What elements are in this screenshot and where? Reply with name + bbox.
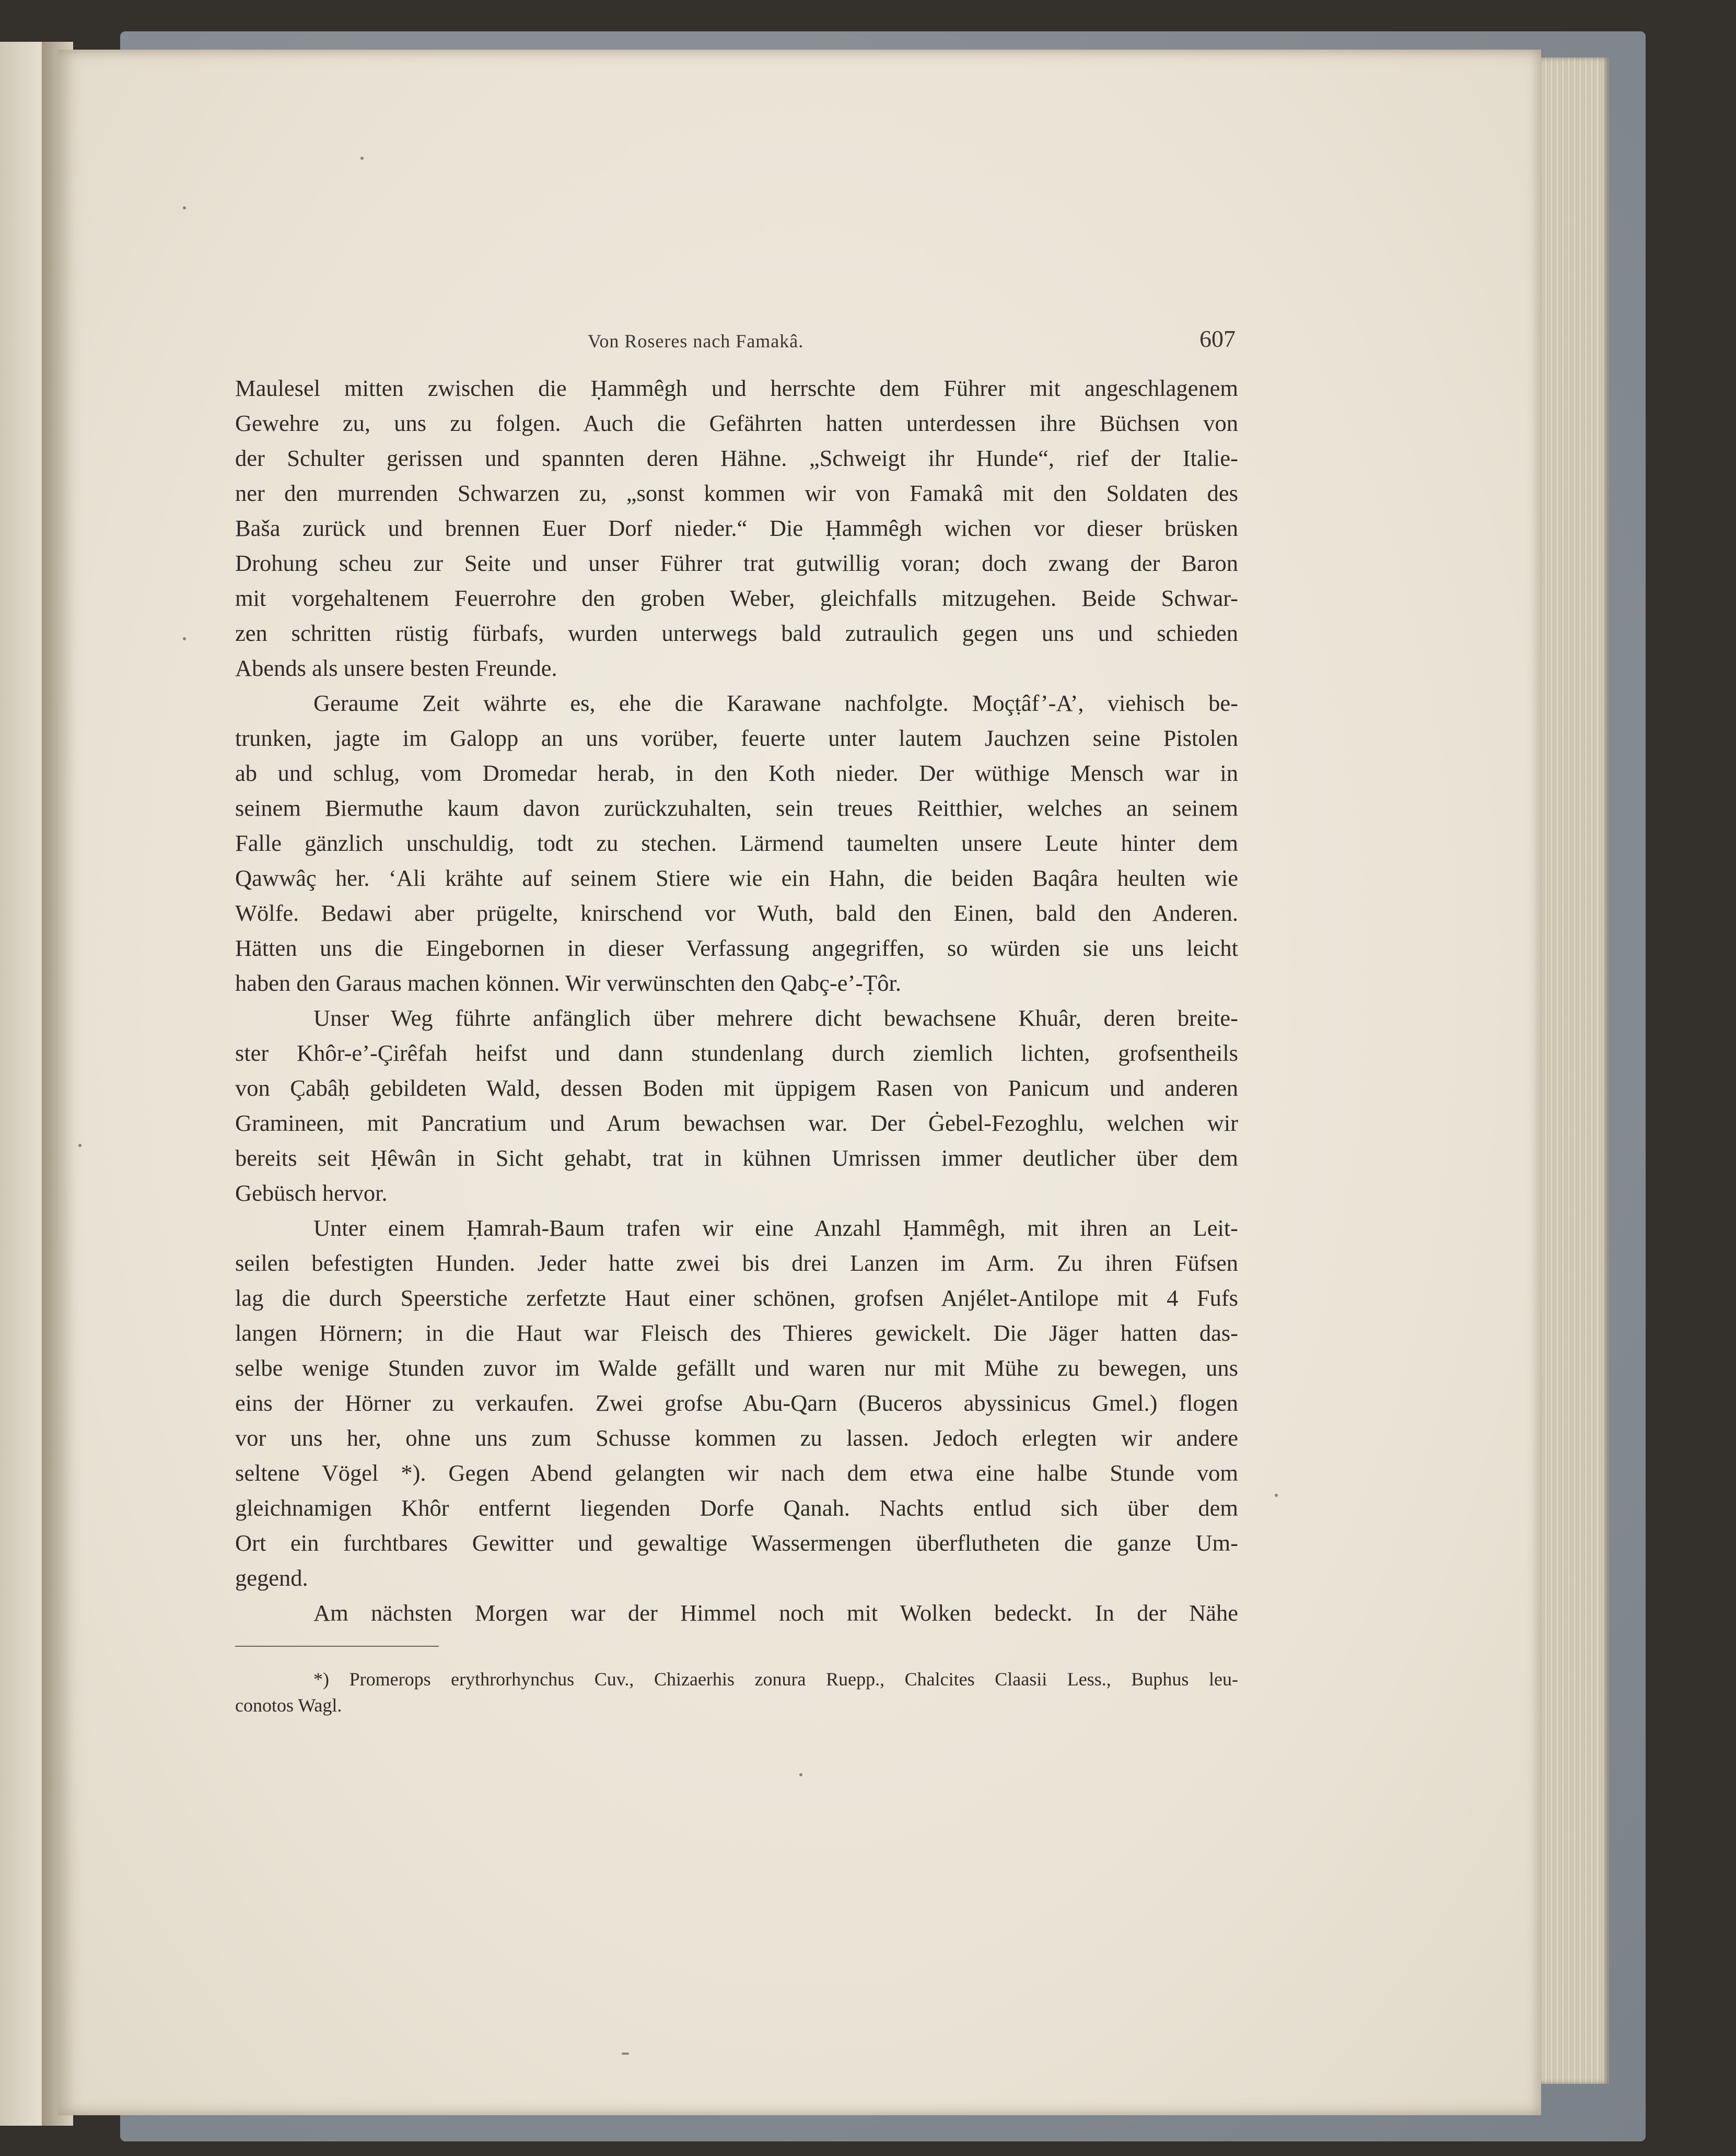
paper-speck	[360, 157, 364, 160]
paper-speck	[622, 2053, 629, 2055]
text-line: Unser Weg führte anfänglich über mehrere dicht bewachsene Khuâr, deren breite-	[313, 1005, 1238, 1031]
body-text	[235, 371, 1238, 1631]
text-line: seinem Biermuthe kaum davon zurückzuhalten, sein treues Reitthier, welches an seinem	[235, 795, 1238, 821]
page-edges	[1531, 57, 1609, 2084]
text-line: Am nächsten Morgen war der Himmel noch mit Wolken bedeckt. In der Nähe	[313, 1600, 1238, 1626]
text-line: Ort ein furchtbares Gewitter und gewaltige Wassermengen überflutheten die ganze Um-	[235, 1530, 1238, 1556]
footnote-line: *) Promerops erythrorhynchus Cuv., Chizaerhis zonura Ruepp., Chalcites Claasii Less., Buphus leu-	[313, 1669, 1238, 1690]
footnote-rule	[235, 1646, 439, 1647]
text-line: Baša zurück und brennen Euer Dorf nieder.“ Die Ḥammêgh wichen vor dieser brüsken	[235, 515, 1238, 541]
text-line: von Çabâḥ gebildeten Wald, dessen Boden mit üppigem Rasen von Panicum und anderen	[235, 1075, 1238, 1101]
paper-speck	[183, 206, 186, 209]
text-line: Gewehre zu, uns zu folgen. Auch die Gefährten hatten unterdessen ihre Büchsen von	[235, 410, 1238, 436]
text-line: mit vorgehaltenem Feuerrohre den groben Weber, gleichfalls mitzugehen. Beide Schwar-	[235, 585, 1238, 611]
paper-speck	[183, 637, 186, 640]
text-line: Unter einem Ḥamrah-Baum trafen wir eine Anzahl Ḥammêgh, mit ihren an Leit-	[313, 1215, 1238, 1241]
text-line: ner den murrenden Schwarzen zu, „sonst kommen wir von Famakâ mit den Soldaten des	[235, 480, 1238, 506]
text-line: Abends als unsere besten Freunde.	[235, 655, 557, 681]
page-number: 607	[1199, 325, 1236, 352]
text-line: Drohung scheu zur Seite und unser Führer trat gutwillig voran; doch zwang der Baron	[235, 550, 1238, 576]
text-line: der Schulter gerissen und spannten deren Hähne. „Schweigt ihr Hunde“, rief der Italie-	[235, 445, 1238, 471]
text-line: langen Hörnern; in die Haut war Fleisch des Thieres gewickelt. Die Jäger hatten das-	[235, 1320, 1238, 1346]
text-line: bereits seit Ḥêwân in Sicht gehabt, trat in kühnen Umrissen immer deutlicher über dem	[235, 1145, 1238, 1171]
footnote	[235, 1666, 1238, 1718]
text-line: Wölfe. Bedawi aber prügelte, knirschend vor Wuth, bald den Einen, bald den Anderen.	[235, 900, 1238, 926]
text-line: Hätten uns die Eingebornen in dieser Verfassung angegriffen, so würden sie uns leicht	[235, 935, 1238, 961]
text-line: eins der Hörner zu verkaufen. Zwei grofse Abu-Qarn (Buceros abyssinicus Gmel.) flogen	[235, 1390, 1238, 1416]
paper-speck	[78, 1144, 81, 1147]
text-line: Maulesel mitten zwischen die Ḥammêgh und herrschte dem Führer mit angeschlagenem	[235, 375, 1238, 401]
running-head: Von Roseres nach Famakâ.	[588, 331, 804, 351]
text-line: seilen befestigten Hunden. Jeder hatte zwei bis drei Lanzen im Arm. Zu ihren Füfsen	[235, 1250, 1238, 1276]
text-line: vor uns her, ohne uns zum Schusse kommen zu lassen. Jedoch erlegten wir andere	[235, 1425, 1238, 1451]
text-line: trunken, jagte im Galopp an uns vorüber, feuerte unter lautem Jauchzen seine Pistolen	[235, 725, 1238, 751]
text-line: selbe wenige Stunden zuvor im Walde gefällt und waren nur mit Mühe zu bewegen, uns	[235, 1355, 1238, 1381]
text-line: Qawwâç her. ‘Ali krähte auf seinem Stiere wie ein Hahn, die beiden Baqâra heulten wie	[235, 865, 1238, 891]
text-line: zen schritten rüstig fürbafs, wurden unterwegs bald zutraulich gegen uns und schieden	[235, 620, 1238, 646]
text-line: lag die durch Speerstiche zerfetzte Haut einer schönen, grofsen Anjélet-Antilope mit 4 Fufs	[235, 1285, 1238, 1311]
text-line: seltene Vögel *). Gegen Abend gelangten wir nach dem etwa eine halbe Stunde vom	[235, 1460, 1238, 1486]
text-line: Gebüsch hervor.	[235, 1180, 388, 1206]
text-line: gleichnamigen Khôr entfernt liegenden Dorfe Qanah. Nachts entlud sich über dem	[235, 1495, 1238, 1521]
text-line: ab und schlug, vom Dromedar herab, in den Koth nieder. Der wüthige Mensch war in	[235, 760, 1238, 786]
text-line: gegend.	[235, 1565, 308, 1591]
text-line: ster Khôr-e’-Çirêfah heifst und dann stundenlang durch ziemlich lichten, grofsentheils	[235, 1040, 1238, 1066]
paper-speck	[1275, 1494, 1278, 1497]
text-line: Geraume Zeit währte es, ehe die Karawane nachfolgte. Moçṭâf’-A’, viehisch be-	[313, 690, 1238, 716]
text-line: haben den Garaus machen können. Wir verwünschten den Qabç-e’-Ṭôr.	[235, 970, 902, 996]
paper-speck	[799, 1773, 802, 1776]
text-line: Gramineen, mit Pancratium und Arum bewachsen war. Der Ġebel-Fezoghlu, welchen wir	[235, 1110, 1238, 1136]
footnote-line: conotos Wagl.	[235, 1695, 342, 1716]
text-line: Falle gänzlich unschuldig, todt zu stechen. Lärmend taumelten unsere Leute hinter dem	[235, 830, 1238, 856]
